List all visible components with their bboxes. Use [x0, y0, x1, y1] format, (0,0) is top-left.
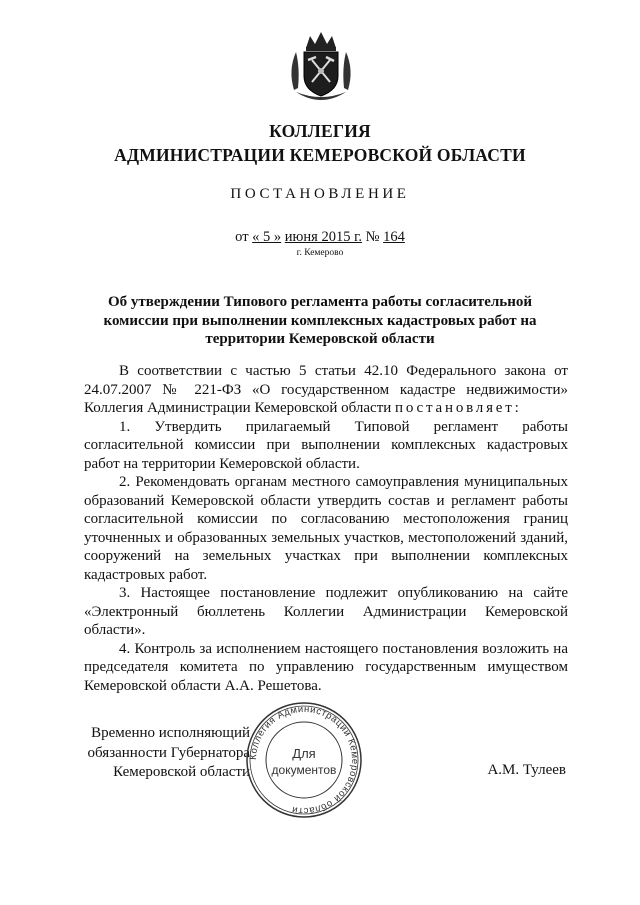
decree-word: постановляет: [395, 400, 522, 416]
signatory-name: А.М. Тулеев [487, 762, 566, 778]
item-3: 3. Настоящее постановление подлежит опубликованию на сайте «Электронный бюллетень Коллегии Администрации Кемеровской области». [84, 585, 568, 638]
coat-of-arms-icon [286, 30, 356, 110]
preamble-text: В соответствии с частью 5 статьи 42.10 Федерального закона от 24.07.2007 № 221-ФЗ «О государственном кадастре недвижимости» Коллегия Администрации Кемеровской области [84, 363, 568, 416]
date-day: « 5 » [252, 229, 282, 245]
document-type: ПОСТАНОВЛЕНИЕ [230, 186, 410, 202]
city: г. Кемерово [296, 248, 344, 258]
official-stamp [244, 700, 364, 820]
document-number: 164 [383, 229, 405, 245]
position-line-2: обязанности Губернатора [87, 744, 250, 761]
org-name-line2: АДМИНИСТРАЦИИ КЕМЕРОВСКОЙ ОБЛАСТИ [114, 145, 526, 165]
item-4: 4. Контроль за исполнением настоящего постановления возложить на председателя комитета по управлению государственным имуществом Кемеровской области А.А. Решетова. [84, 640, 568, 694]
number-sign: № [365, 229, 380, 245]
position-line-3: Кемеровской области [113, 764, 250, 780]
signatory-position [76, 724, 250, 783]
dateline [0, 229, 640, 246]
date-prefix: от [235, 229, 249, 245]
date-month-year: июня 2015 г. [284, 229, 363, 245]
position-line-1: Временно исполняющий [91, 725, 250, 741]
document-title: Об утверждении Типового регламента работы согласительной комиссии при выполнении комплексных кадастровых работ на территории Кемеровской области [103, 294, 537, 347]
stamp-center-line2: документов [271, 763, 337, 777]
stamp-center-line1: Для [292, 746, 316, 761]
stamp-ring-text: Коллегия Администрации Кемеровской области [247, 703, 361, 817]
item-2: 2. Рекомендовать органам местного самоуправления муниципальных образований Кемеровской области утвердить состав и регламент работы согласительной комиссии по согласованию местоположения границ уточненных и образованных земельных участков, местоположений зданий, сооружений на земельных участках при выполнении комплексных кадастровых работ. [84, 474, 568, 583]
item-1: 1. Утвердить прилагаемый Типовой регламент работы согласительной комиссии при выполнении комплексных кадастровых работ на территории Кемеровской области. [84, 418, 568, 472]
document-body [84, 362, 568, 695]
preamble-paragraph [84, 362, 568, 418]
org-name-line1: КОЛЛЕГИЯ [269, 121, 371, 141]
